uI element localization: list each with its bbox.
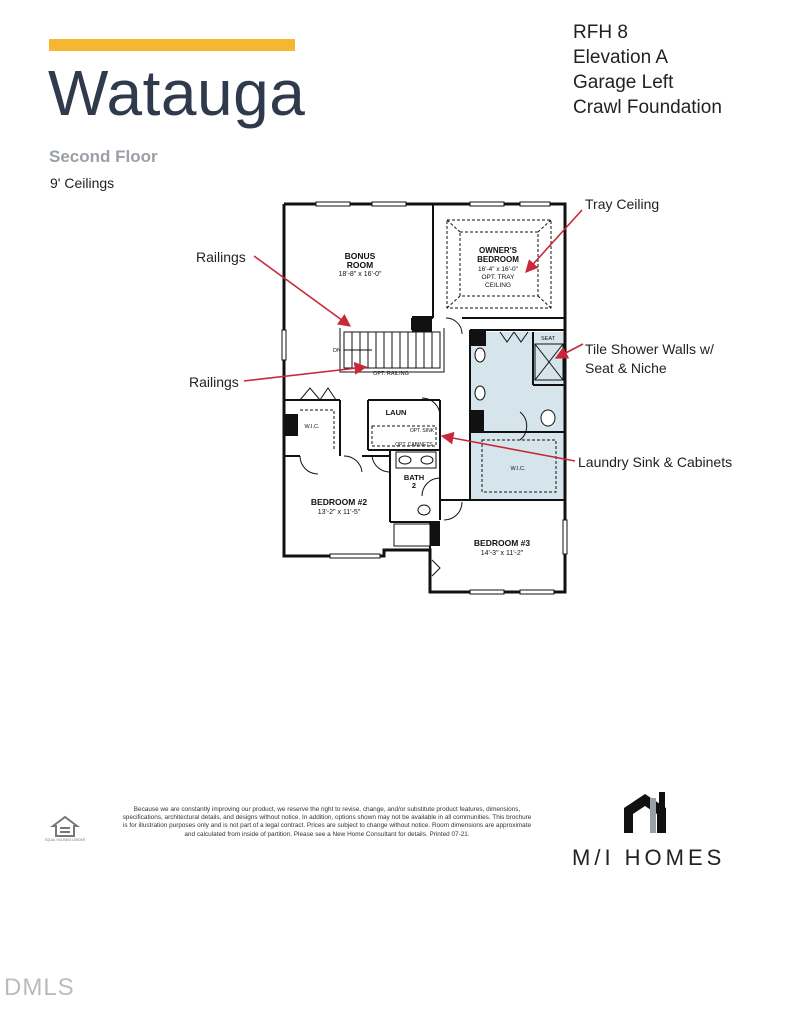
wic-master-label: W.I.C. [510,466,526,472]
callout-tile-shower-1: Tile Shower Walls w/ [585,341,714,357]
callout-laundry: Laundry Sink & Cabinets [578,454,733,470]
meta-foundation: Crawl Foundation [573,97,722,118]
brand-name: M/I HOMES [572,845,726,870]
owners-ceiling: CEILING [484,282,512,289]
owners-bedroom-dims: 16'-4" x 16'-0" [478,266,518,273]
bath2-label-2: 2 [411,481,417,490]
callout-tray-ceiling: Tray Ceiling [585,196,660,212]
dn-label: DN [333,348,341,354]
brand-logo-mark [624,792,666,833]
bedroom3-dims: 14'-3" x 11'-2" [480,550,524,557]
seat-label: SEAT [541,336,555,342]
callout-tile-shower-2: Seat & Niche [585,360,667,376]
bonus-room-label-1: BONUS [344,251,376,261]
columns [284,316,486,546]
meta-model: RFH 8 [573,22,628,43]
floor-label: Second Floor [49,147,158,166]
owners-bedroom-label-2: BEDROOM [477,255,519,264]
arrow-railings-bottom [244,367,366,381]
meta-elevation: Elevation A [573,47,669,68]
legal-disclaimer: Because we are constantly improving our product, we reserve the right to revise, change, and/or substitute product features, dimensions, specifications, architectural details, and designs without notice. In addition, options shown may not be available in all communities. This brochure is for illustration purposes only and is not part of a legal contract. Prices are subject to change without notice. Room dimensions are approximate and calculated from inside of partition. Please see a New Home Consultant for details. Printed 07-21. [122,806,532,838]
bedroom2-label: BEDROOM #2 [310,497,368,507]
stairs [340,328,444,372]
opt-sink-label: OPT. SINK [409,428,435,434]
bonus-room-dims: 18'-8" x 16'-0" [338,271,382,278]
arrow-railings-top [254,256,350,326]
opt-railing-label: OPT. RAILING [373,371,409,377]
callout-railings-top: Railings [196,249,246,265]
opt-cabinets-label: OPT. CABINETS [395,442,433,448]
owners-opt-tray: OPT. TRAY [481,274,515,281]
laundry-label: LAUN [385,408,407,417]
wic-small-label: W.I.C. [304,424,320,430]
meta-garage: Garage Left [573,72,674,93]
bedroom3-label: BEDROOM #3 [473,538,531,548]
tray-ceiling [447,220,551,308]
plan-title: Watauga [48,57,306,129]
bonus-room-label-2: ROOM [346,260,374,270]
callout-railings-bottom: Railings [189,374,239,390]
arrow-tray-ceiling [526,210,582,272]
equal-housing-icon [44,814,86,842]
owners-bedroom-label-1: OWNER'S [479,246,517,255]
mls-watermark: DMLS [4,974,75,1001]
bath2-label-1: BATH [403,473,425,482]
bedroom2-dims: 13'-2" x 11'-5" [317,509,361,516]
ceiling-height: 9' Ceilings [50,175,115,191]
svg-text:EQUAL HOUSING LENDER: EQUAL HOUSING LENDER [44,838,86,842]
